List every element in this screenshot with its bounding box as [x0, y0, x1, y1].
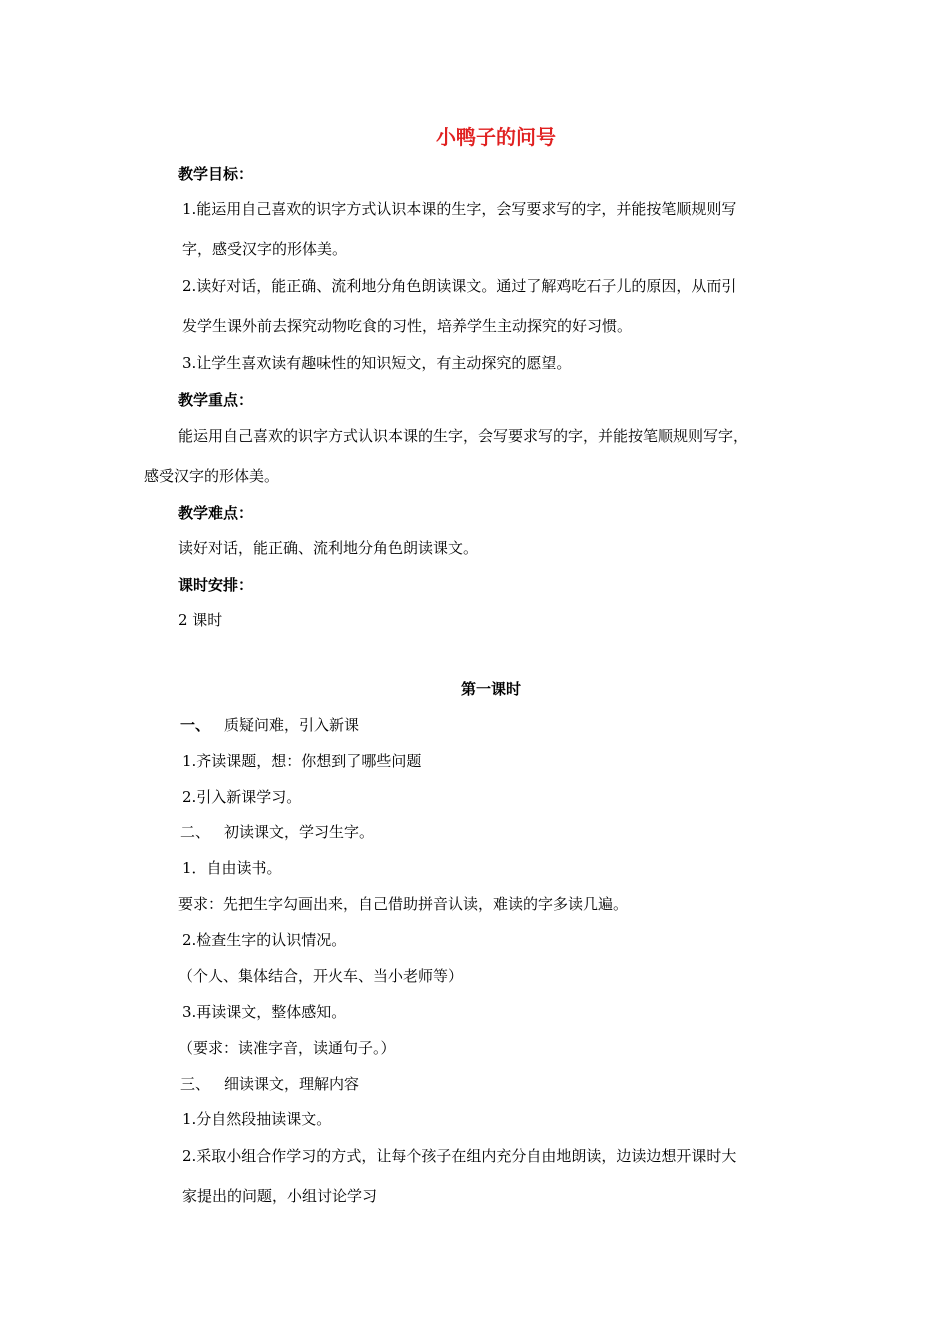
list-item: 1.齐读课题，想：你想到了哪些问题 [182, 752, 422, 770]
list-item: 家提出的问题，小组讨论学习 [182, 1187, 378, 1205]
section-heading: 质疑问难，引入新课 [224, 716, 360, 734]
section-number: 三、 [180, 1075, 211, 1093]
goal-line: 3.让学生喜欢读有趣味性的知识短文，有主动探究的愿望。 [182, 354, 572, 372]
list-item: 1.分自然段抽读课文。 [182, 1110, 332, 1128]
section-number: 二、 [180, 823, 211, 841]
section-number: 一、 [180, 716, 211, 734]
list-item: 2.采取小组合作学习的方式，让每个孩子在组内充分自由地朗读，边读边想开课时大 [182, 1147, 737, 1165]
goal-line: 发学生课外前去探究动物吃食的习性，培养学生主动探究的好习惯。 [182, 317, 633, 335]
difficulty-text: 读好对话，能正确、流利地分角色朗读课文。 [178, 539, 479, 557]
list-item: （要求：读准字音，读通句子。） [178, 1039, 396, 1057]
difficulty-heading: 教学难点： [178, 504, 254, 522]
document-title: 小鸭子的问号 [436, 125, 556, 149]
list-item: 2.引入新课学习。 [182, 788, 302, 806]
list-item: 2.检查生字的认识情况。 [182, 931, 347, 949]
schedule-text: 2 课时 [178, 611, 223, 629]
schedule-heading: 课时安排： [178, 576, 254, 594]
goals-heading: 教学目标： [178, 165, 254, 183]
list-item: 3.再读课文，整体感知。 [182, 1003, 347, 1021]
key-heading: 教学重点： [178, 391, 254, 409]
list-item: 1．自由读书。 [182, 859, 282, 877]
list-item: 要求：先把生字勾画出来，自己借助拼音认读，难读的字多读几遍。 [178, 895, 629, 913]
list-item: （个人、集体结合，开火车、当小老师等） [178, 967, 464, 985]
key-line: 能运用自己喜欢的识字方式认识本课的生字，会写要求写的字，并能按笔顺规则写字， [178, 427, 749, 445]
goal-line: 字，感受汉字的形体美。 [182, 240, 348, 258]
section-heading: 细读课文，理解内容 [224, 1075, 360, 1093]
lesson-title: 第一课时 [460, 680, 521, 698]
section-heading: 初读课文，学习生字。 [224, 823, 375, 841]
goal-line: 2.读好对话，能正确、流利地分角色朗读课文。通过了解鸡吃石子儿的原因，从而引 [182, 277, 737, 295]
goal-line: 1.能运用自己喜欢的识字方式认识本课的生字，会写要求写的字，并能按笔顺规则写 [182, 200, 737, 218]
key-line: 感受汉字的形体美。 [144, 467, 280, 485]
